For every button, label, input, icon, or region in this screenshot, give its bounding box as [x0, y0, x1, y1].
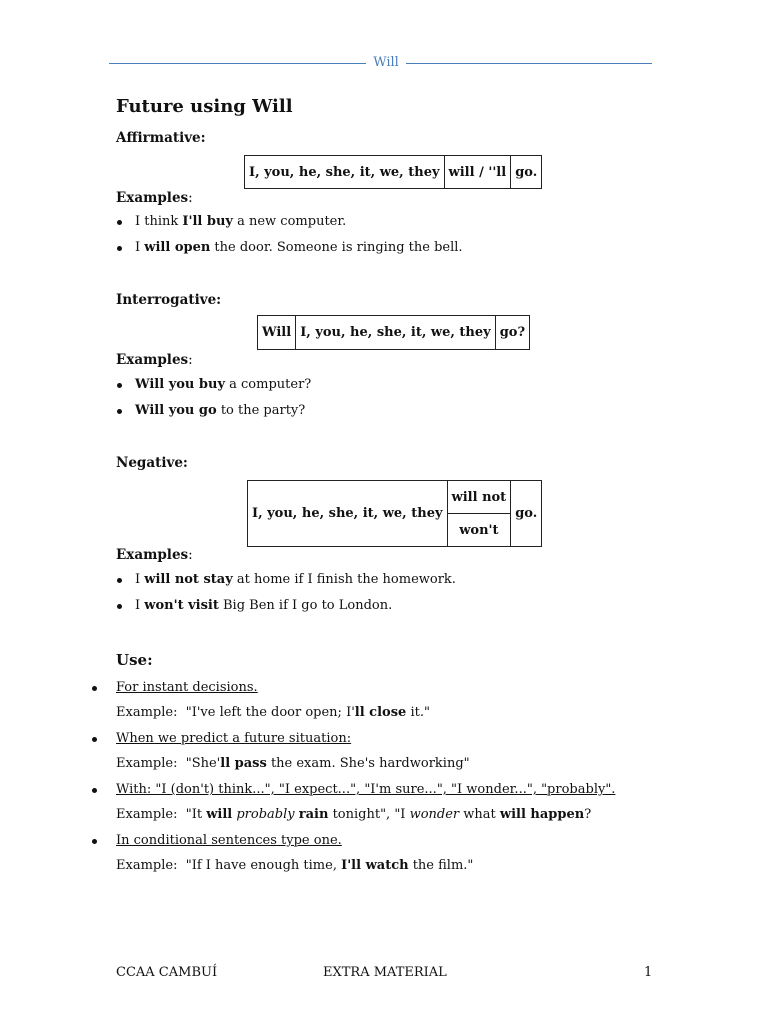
page-number: 1 — [644, 965, 653, 980]
footer-center: EXTRA MATERIAL — [323, 965, 447, 980]
interrogative-examples — [116, 376, 311, 428]
use-heading-3: With: "I (don't) think...", "I expect...", "I'm sure...", "I wonder...", "probably". — [116, 782, 616, 797]
list-item: Will you go to the party? — [116, 402, 311, 428]
header-rule-left — [109, 63, 366, 64]
interrogative-verb: go? — [495, 316, 529, 350]
negative-examples-label: Examples: — [116, 547, 193, 563]
negative-examples — [116, 571, 456, 623]
header-rule-right — [406, 63, 652, 64]
interrogative-subject: I, you, he, she, it, we, they — [296, 316, 496, 350]
use-heading-2: When we predict a future situation: — [116, 731, 352, 746]
use-example-2: Example: "She'll pass the exam. She's hardworking" — [116, 756, 470, 771]
list-item: I won't visit Big Ben if I go to London. — [116, 597, 456, 623]
header-title: Will — [373, 55, 399, 70]
use-heading-4: In conditional sentences type one. — [116, 833, 342, 848]
use-example-3: Example: "It will probably rain tonight", "I wonder what will happen? — [116, 807, 592, 822]
interrogative-aux: Will — [258, 316, 296, 350]
list-item: I think I'll buy a new computer. — [116, 213, 463, 239]
list-item: Will you buy a computer? — [116, 376, 311, 402]
bullet-icon — [92, 737, 97, 742]
affirmative-examples-label: Examples: — [116, 190, 193, 206]
use-title: Use: — [116, 651, 153, 669]
affirmative-examples — [116, 213, 463, 265]
interrogative-examples-label: Examples: — [116, 352, 193, 368]
affirmative-subject: I, you, he, she, it, we, they — [245, 156, 445, 189]
use-heading-1: For instant decisions. — [116, 680, 258, 695]
bullet-icon — [92, 686, 97, 691]
negative-aux-short: won't — [447, 514, 511, 547]
page-title: Future using Will — [116, 96, 293, 117]
use-example-4: Example: "If I have enough time, I'll watch the film." — [116, 858, 474, 873]
affirmative-aux: will / ''ll — [444, 156, 511, 189]
negative-table — [247, 480, 542, 547]
use-example-1: Example: "I've left the door open; I'll close it." — [116, 705, 430, 720]
footer-left: CCAA CAMBUÍ — [116, 965, 218, 980]
negative-subject: I, you, he, she, it, we, they — [248, 481, 448, 547]
bullet-icon — [92, 788, 97, 793]
list-item: I will open the door. Someone is ringing the bell. — [116, 239, 463, 265]
interrogative-label: Interrogative: — [116, 292, 222, 308]
bullet-icon — [92, 839, 97, 844]
list-item: I will not stay at home if I finish the homework. — [116, 571, 456, 597]
affirmative-table — [244, 155, 542, 189]
negative-aux-full: will not — [447, 481, 511, 514]
affirmative-label: Affirmative: — [116, 130, 206, 146]
interrogative-table — [257, 315, 530, 350]
negative-verb: go. — [511, 481, 542, 547]
affirmative-verb: go. — [511, 156, 542, 189]
negative-label: Negative: — [116, 455, 188, 471]
